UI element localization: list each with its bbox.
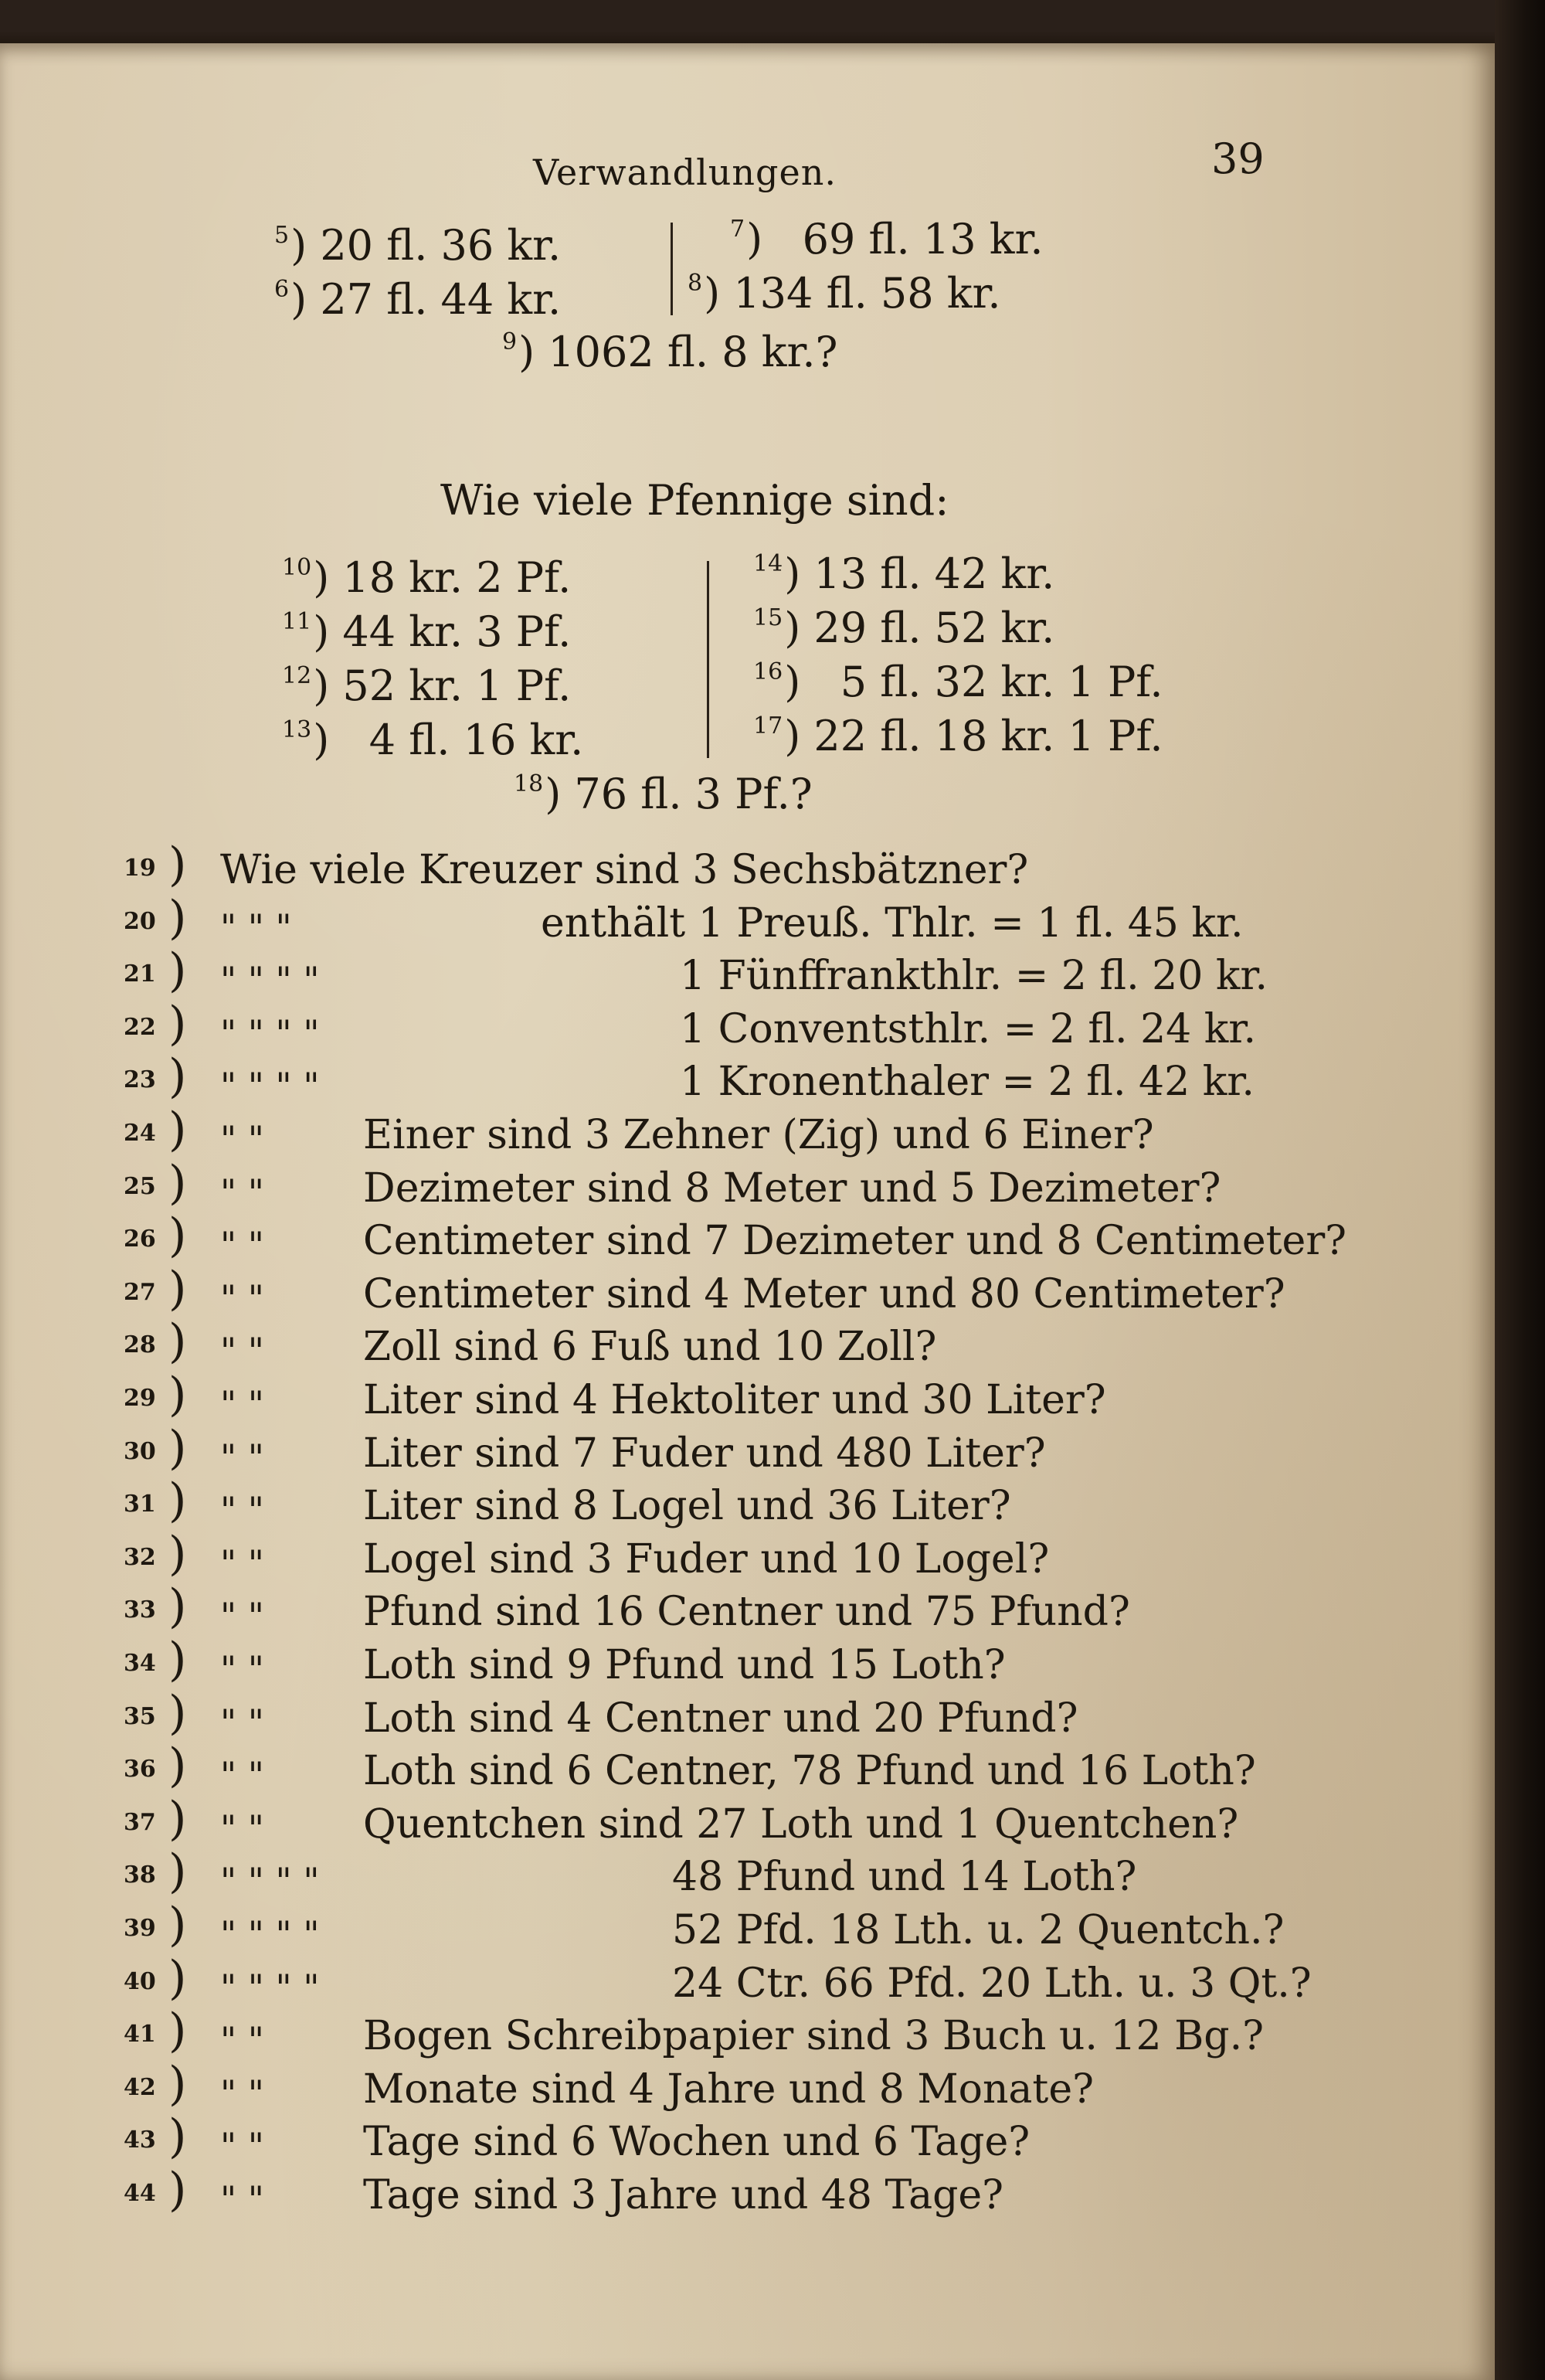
ditto-marks: " " [220,1224,264,1266]
column-divider [671,223,673,315]
question-number: 40 [124,1967,156,1995]
book-spine-edge [1495,0,1545,2380]
question-text: Liter sind 4 Hektoliter und 30 Liter? [363,1377,1106,1423]
question-number: 23 [124,1066,156,1094]
number-paren: ) [168,1261,187,1316]
exercise-5: $^5$) 20 fl. 36 kr. [274,221,562,270]
question-text: Bogen Schreibpapier sind 3 Buch u. 12 Bg.? [363,2013,1264,2060]
number-paren: ) [168,1633,187,1687]
question-text: Loth sind 4 Centner und 20 Pfund? [363,1695,1078,1742]
page-number: 39 [1211,134,1265,183]
question-text: Loth sind 6 Centner, 78 Pfund und 16 Loth? [363,1748,1256,1795]
number-paren: ) [168,2004,187,2059]
ditto-marks: " " [220,1383,264,1425]
number-paren: ) [168,1950,187,2005]
question-number: 35 [124,1702,156,1730]
question-number: 21 [124,960,156,988]
question-number: 43 [124,2127,156,2154]
question-number: 31 [124,1491,156,1518]
question-text: 52 Pfd. 18 Lth. u. 2 Quentch.? [672,1907,1285,1953]
ditto-marks: " " " " [220,959,320,1001]
ditto-marks: " " [220,1701,264,1743]
ditto-marks: " " " " [220,1966,320,2008]
question-number: 22 [124,1013,156,1041]
number-paren: ) [168,996,187,1051]
ditto-marks: " " " [220,906,292,948]
question-number: 20 [124,907,156,935]
question-number: 38 [124,1862,156,1889]
number-paren: ) [168,1791,187,1846]
exercise-15: $^{15}$) 29 fl. 52 kr. [753,604,1055,652]
number-paren: ) [168,1314,187,1369]
ditto-marks: " " [220,1118,264,1160]
question-text: Liter sind 8 Logel und 36 Liter? [363,1483,1011,1530]
section-heading-pfennige: Wie viele Pfennige sind: [440,476,949,525]
question-text: enthält 1 Preuß. Thlr. = 1 fl. 45 kr. [541,899,1244,947]
ditto-marks: " " [220,2072,264,2114]
column-divider-2 [707,561,709,758]
question-number: 29 [124,1385,156,1412]
ditto-marks: " " " " [220,1913,320,1955]
question-text: Tage sind 6 Wochen und 6 Tage? [363,2119,1031,2166]
number-paren: ) [168,1049,187,1104]
exercise-16: $^{16}$) 5 fl. 32 kr. 1 Pf. [753,658,1163,706]
exercise-9: $^9$) 1062 fl. 8 kr.? [502,328,838,376]
ditto-marks: " " [220,1489,264,1532]
ditto-marks: " " [220,1171,264,1213]
question-text: Tage sind 3 Jahre und 48 Tage? [363,2172,1004,2218]
question-text: 48 Pfund und 14 Loth? [672,1854,1137,1901]
question-text: Liter sind 7 Fuder und 480 Liter? [363,1430,1046,1477]
question-number: 44 [124,2180,156,2207]
ditto-marks: " " [220,2178,264,2220]
question-text: Logel sind 3 Fuder und 10 Logel? [363,1535,1050,1583]
question-text: Einer sind 3 Zehner (Zig) und 6 Einer? [363,1112,1154,1158]
exercise-17: $^{17}$) 22 fl. 18 kr. 1 Pf. [753,712,1163,760]
question-number: 24 [124,1120,156,1147]
question-number: 34 [124,1650,156,1677]
number-paren: ) [168,1368,187,1422]
question-text: Pfund sind 16 Centner und 75 Pfund? [363,1589,1130,1636]
question-number: 33 [124,1596,156,1624]
question-number: 19 [124,855,156,882]
question-number: 30 [124,1437,156,1465]
question-number: 39 [124,1915,156,1942]
question-text: 1 Conventsthlr. = 2 fl. 24 kr. [680,1005,1256,1052]
question-number: 28 [124,1331,156,1359]
question-text: 24 Ctr. 66 Pfd. 20 Lth. u. 3 Qt.? [672,1960,1312,2007]
question-text: Zoll sind 6 Fuß und 10 Zoll? [363,1324,937,1371]
exercise-18: $^{18}$) 76 fl. 3 Pf.? [514,770,813,818]
number-paren: ) [168,1155,187,1210]
ditto-marks: " " " " [220,1860,320,1902]
exercise-11: $^{11}$) 44 kr. 3 Pf. [282,607,572,656]
ditto-marks: " " [220,1595,264,1637]
exercise-12: $^{12}$) 52 kr. 1 Pf. [282,661,572,710]
number-paren: ) [168,1526,187,1581]
exercise-13: $^{13}$) 4 fl. 16 kr. [282,716,584,764]
question-text: Monate sind 4 Jahre und 8 Monate? [363,2066,1094,2113]
exercise-8: $^8$) 134 fl. 58 kr. [688,269,1001,318]
question-text: Loth sind 9 Pfund und 15 Loth? [363,1642,1006,1688]
question-text: Wie viele Kreuzer sind 3 Sechsbätzner? [220,847,1029,893]
question-text: 1 Kronenthaler = 2 fl. 42 kr. [680,1059,1255,1106]
exercise-14: $^{14}$) 13 fl. 42 kr. [753,549,1055,598]
question-number: 37 [124,1808,156,1836]
exercise-7: $^7$) 69 fl. 13 kr. [730,215,1044,264]
number-paren: ) [168,1739,187,1794]
number-paren: ) [168,1579,187,1634]
ditto-marks: " " [220,1542,264,1584]
number-paren: ) [168,2056,187,2111]
question-number: 25 [124,1172,156,1200]
ditto-marks: " " [220,2125,264,2168]
exercise-10: $^{10}$) 18 kr. 2 Pf. [282,553,572,602]
question-text: Quentchen sind 27 Loth und 1 Quentchen? [363,1800,1239,1848]
question-number: 36 [124,1756,156,1783]
question-number: 26 [124,1226,156,1253]
question-text: Centimeter sind 4 Meter und 80 Centimeter? [363,1270,1285,1318]
ditto-marks: " " [220,1330,264,1372]
question-number: 41 [124,2021,156,2048]
ditto-marks: " " [220,2019,264,2062]
question-text: 1 Fünffrankthlr. = 2 fl. 20 kr. [680,953,1268,1000]
question-number: 42 [124,2073,156,2101]
question-text: Centimeter sind 7 Dezimeter und 8 Centimeter? [363,1218,1347,1265]
number-paren: ) [168,890,187,945]
question-number: 32 [124,1543,156,1571]
ditto-marks: " " [220,1754,264,1797]
number-paren: ) [168,944,187,998]
running-head: Verwandlungen. [533,151,837,193]
exercise-6: $^6$) 27 fl. 44 kr. [274,275,562,324]
number-paren: ) [168,1898,187,1952]
ditto-marks: " " " " [220,1012,320,1054]
ditto-marks: " " [220,1807,264,1849]
number-paren: ) [168,1474,187,1528]
question-text: Dezimeter sind 8 Meter und 5 Dezimeter? [363,1164,1221,1212]
ditto-marks: " " [220,1277,264,1319]
book-page [0,43,1495,2380]
number-paren: ) [168,1844,187,1899]
number-paren: ) [168,2163,187,2217]
number-paren: ) [168,1420,187,1475]
number-paren: ) [168,1103,187,1157]
number-paren: ) [168,1209,187,1263]
number-paren: ) [168,838,187,892]
ditto-marks: " " " " [220,1065,320,1107]
ditto-marks: " " [220,1436,264,1478]
number-paren: ) [168,2110,187,2164]
question-number: 27 [124,1278,156,1306]
ditto-marks: " " [220,1648,264,1690]
number-paren: ) [168,1685,187,1740]
